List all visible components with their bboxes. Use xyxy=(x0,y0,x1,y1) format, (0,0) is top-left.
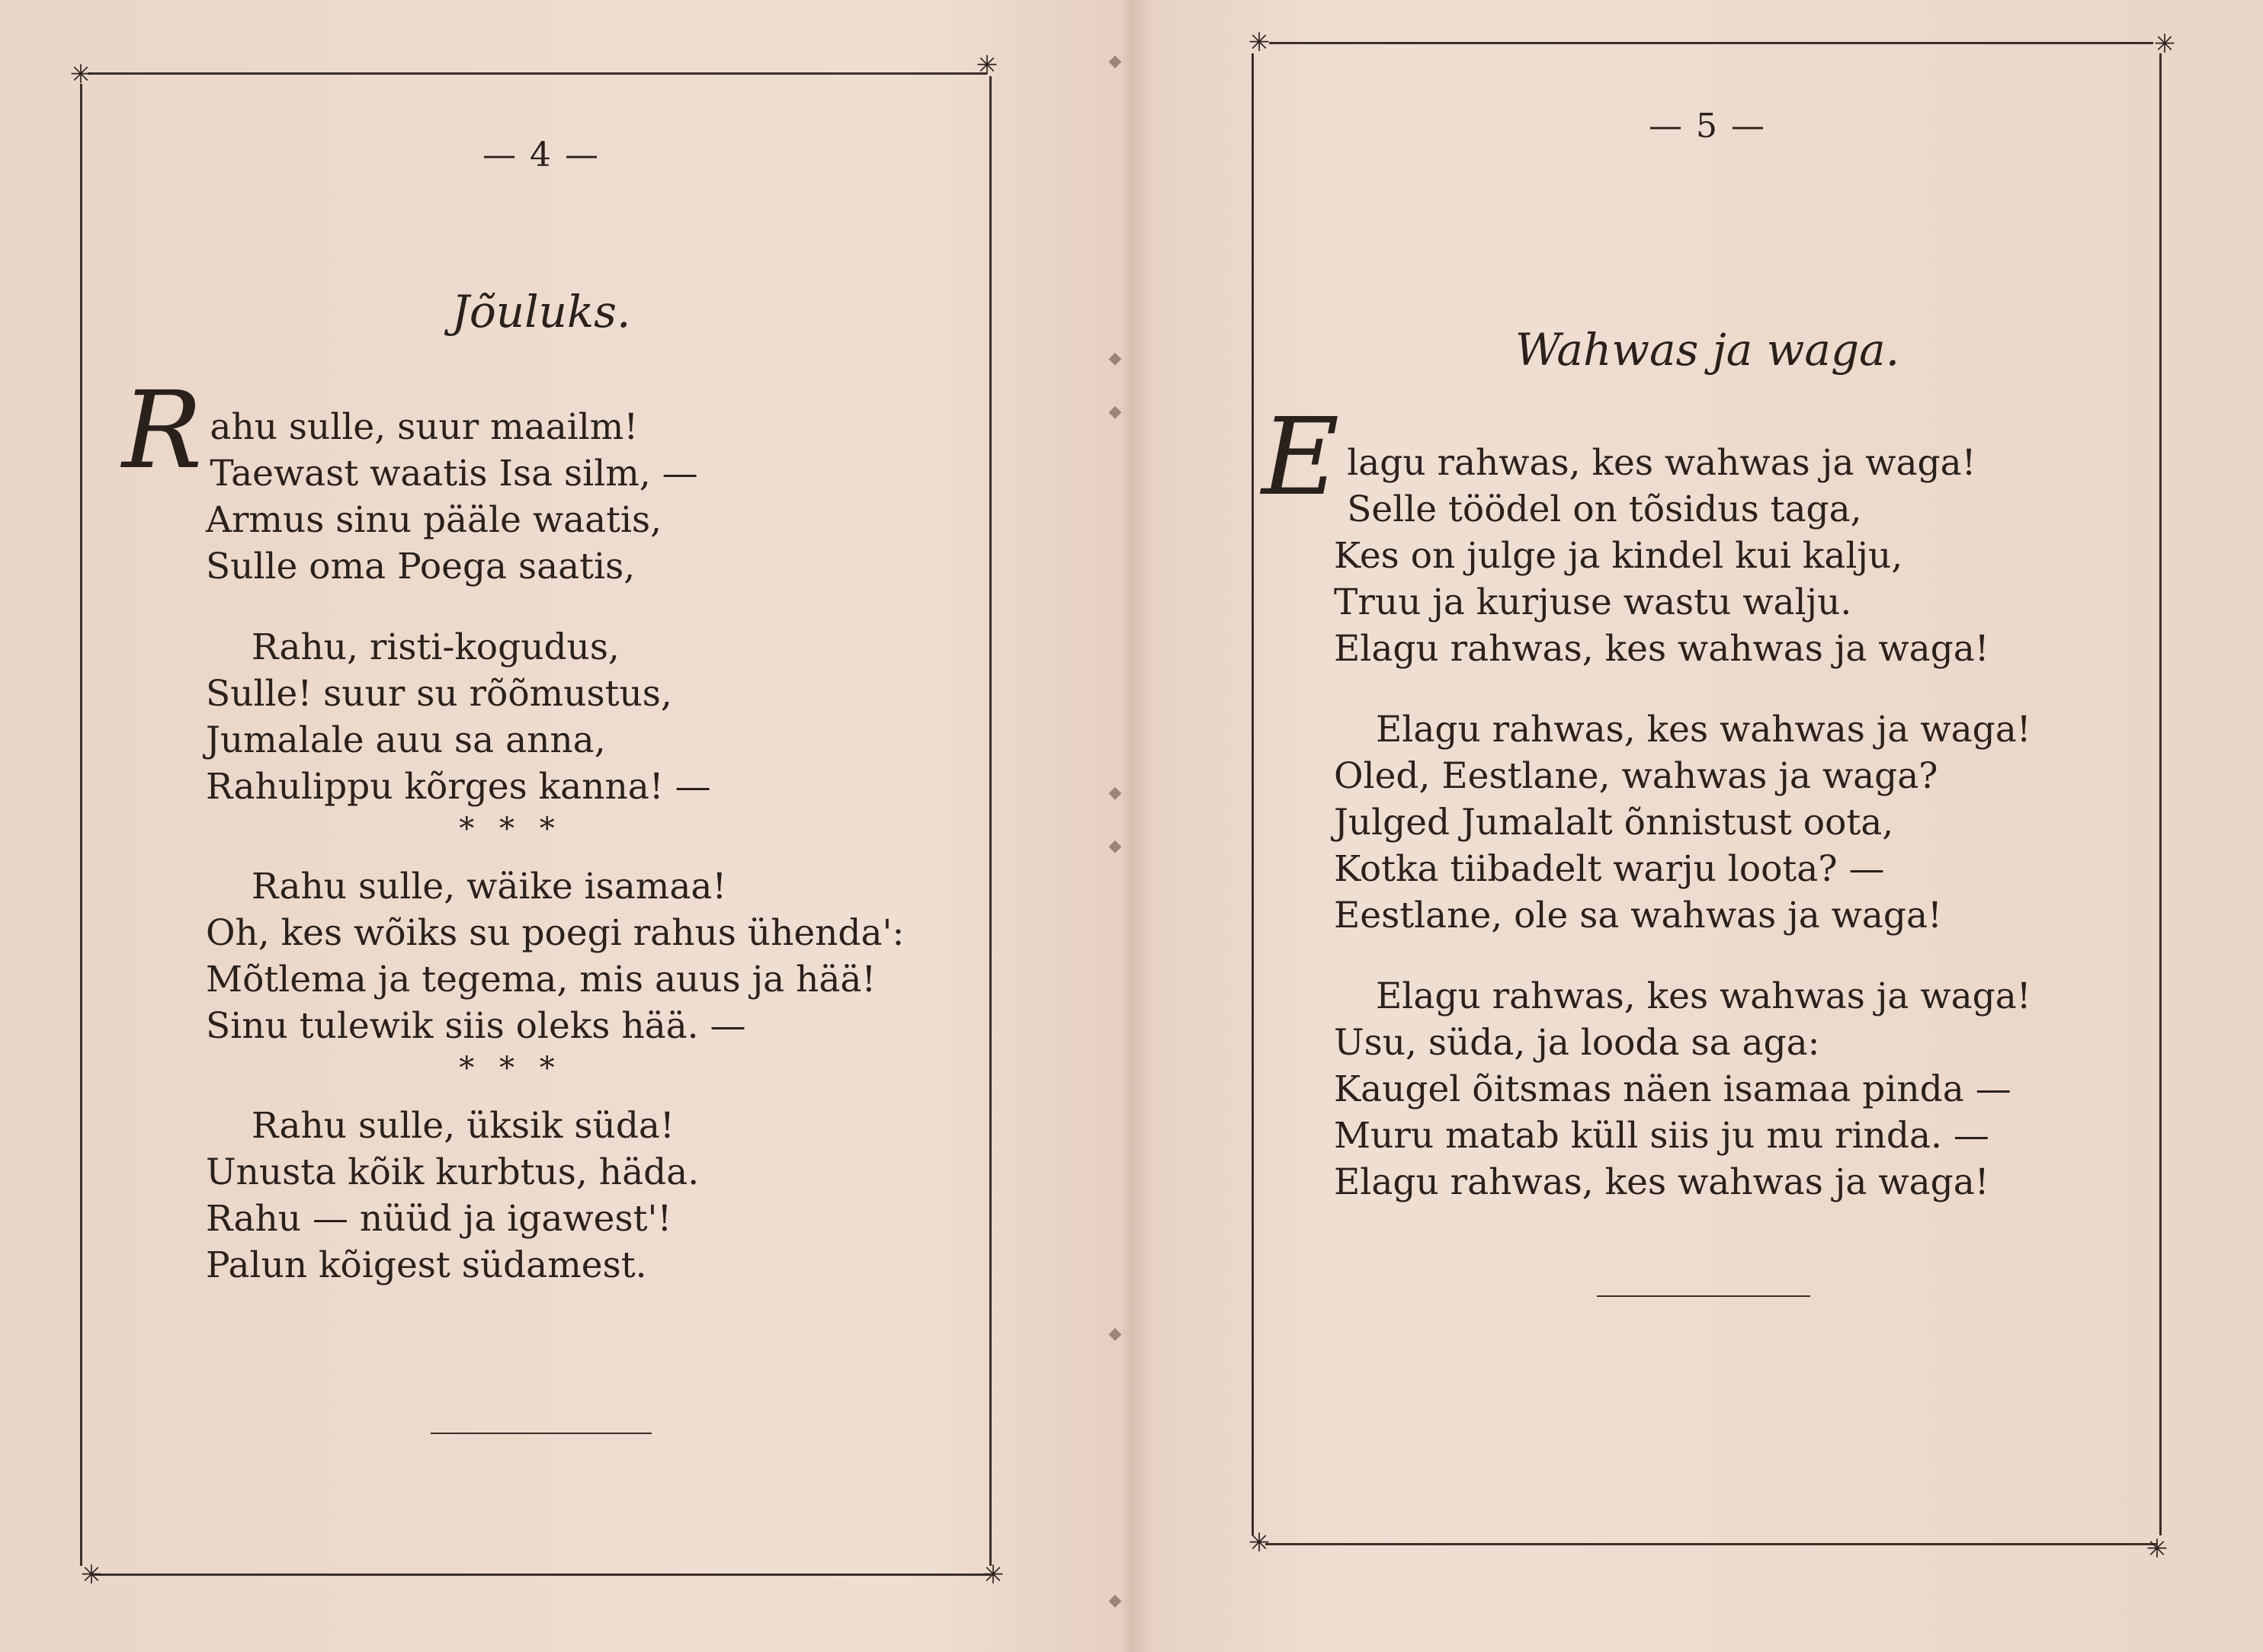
stanza xyxy=(1269,706,2146,939)
poem-line: lagu rahwas, kes wahwas ja waga! xyxy=(1347,442,1976,484)
corner-ornament-icon: ✳ xyxy=(1248,27,1271,58)
stanza xyxy=(130,863,968,1049)
poem-title: Wahwas ja waga. xyxy=(1515,324,1900,376)
corner-ornament-icon: ✳ xyxy=(2146,1534,2168,1564)
drop-cap: E xyxy=(1261,395,1340,520)
poem-line: Rahu sulle, üksik süda! xyxy=(252,1105,675,1147)
poem-line: Oled, Eestlane, wahwas ja waga? xyxy=(1334,755,1938,797)
frame-left-line xyxy=(1252,53,1254,1535)
corner-ornament-icon: ✳ xyxy=(1248,1528,1271,1558)
frame-top-line xyxy=(1269,42,2153,44)
poem-line: Selle töödel on tõsidus taga, xyxy=(1347,488,1862,530)
section-separator: * * * xyxy=(459,812,563,847)
frame-right-line xyxy=(2159,53,2162,1535)
stanza xyxy=(130,624,968,810)
poem-line: Muru matab küll siis ju mu rinda. — xyxy=(1334,1115,1989,1157)
poem-line: Kotka tiibadelt warju loota? — xyxy=(1334,848,1885,890)
poem-line: Usu, süda, ja looda sa aga: xyxy=(1334,1022,1820,1064)
drop-cap: R xyxy=(122,369,203,493)
stitch-mark: ◆ xyxy=(1108,837,1122,856)
poem-title: Jõuluks. xyxy=(451,286,631,338)
stanza xyxy=(122,369,968,590)
frame-top-line xyxy=(88,72,987,75)
corner-ornament-icon: ✳ xyxy=(69,59,92,90)
frame-bottom-line xyxy=(91,1574,991,1576)
frame-left-line xyxy=(80,84,82,1566)
poem-line: Jumalale auu sa anna, xyxy=(206,719,606,761)
stanza xyxy=(130,1103,968,1289)
poem-line: Armus sinu pääle waatis, xyxy=(206,499,662,541)
poem-line: Palun kõigest südamest. xyxy=(206,1244,647,1286)
page-number: — 5 — xyxy=(1649,107,1766,146)
poem-line: Unusta kõik kurbtus, häda. xyxy=(206,1151,700,1193)
poem-line: Mõtlema ja tegema, mis auus ja hää! xyxy=(206,959,877,1000)
stanza xyxy=(1261,395,2146,672)
poem-line: Sulle oma Poega saatis, xyxy=(206,546,636,587)
poem-line: Eestlane, ole sa wahwas ja waga! xyxy=(1334,895,1942,936)
corner-ornament-icon: ✳ xyxy=(80,1560,103,1590)
poem-line: Elagu rahwas, kes wahwas ja waga! xyxy=(1334,1161,1989,1203)
poem-line: Kaugel õitsmas näen isamaa pinda — xyxy=(1334,1068,2011,1110)
section-separator: * * * xyxy=(459,1051,563,1086)
poem-line: Elagu rahwas, kes wahwas ja waga! xyxy=(1376,709,2031,751)
corner-ornament-icon: ✳ xyxy=(982,1560,1005,1590)
frame-right-line xyxy=(989,76,992,1566)
end-rule xyxy=(431,1433,652,1434)
stitch-mark: ◆ xyxy=(1108,1591,1122,1610)
poem-line: Rahulippu kõrges kanna! — xyxy=(206,766,711,808)
corner-ornament-icon: ✳ xyxy=(976,50,998,81)
left-poem xyxy=(122,369,968,1289)
right-poem xyxy=(1261,395,2146,1205)
corner-ornament-icon: ✳ xyxy=(2153,29,2176,59)
poem-line: Truu ja kurjuse wastu walju. xyxy=(1334,581,1852,623)
stitch-mark: ◆ xyxy=(1108,402,1122,421)
end-rule xyxy=(1597,1295,1810,1297)
stitch-mark: ◆ xyxy=(1108,52,1122,71)
stanza xyxy=(1269,973,2146,1205)
poem-line: Oh, kes wõiks su poegi rahus ühenda': xyxy=(206,912,905,954)
poem-line: Julged Jumalalt õnnistust oota, xyxy=(1334,802,1894,844)
poem-line: Sulle! suur su rõõmustus, xyxy=(206,673,672,715)
poem-line: Rahu sulle, wäike isamaa! xyxy=(252,866,727,908)
poem-line: Rahu — nüüd ja igawest'! xyxy=(206,1198,672,1240)
poem-line: Elagu rahwas, kes wahwas ja waga! xyxy=(1334,628,1989,670)
stitch-mark: ◆ xyxy=(1108,349,1122,368)
frame-bottom-line xyxy=(1265,1543,2157,1545)
poem-line: ahu sulle, suur maailm! xyxy=(210,406,639,448)
page-number: — 4 — xyxy=(482,136,600,174)
poem-line: Taewast waatis Isa silm, — xyxy=(210,453,698,495)
stitch-mark: ◆ xyxy=(1108,1324,1122,1343)
stitch-mark: ◆ xyxy=(1108,783,1122,802)
poem-line: Sinu tulewik siis oleks hää. — xyxy=(206,1005,746,1047)
poem-line: Rahu, risti-kogudus, xyxy=(252,626,620,668)
poem-line: Elagu rahwas, kes wahwas ja waga! xyxy=(1376,975,2031,1017)
poem-line: Kes on julge ja kindel kui kalju, xyxy=(1334,535,1903,577)
